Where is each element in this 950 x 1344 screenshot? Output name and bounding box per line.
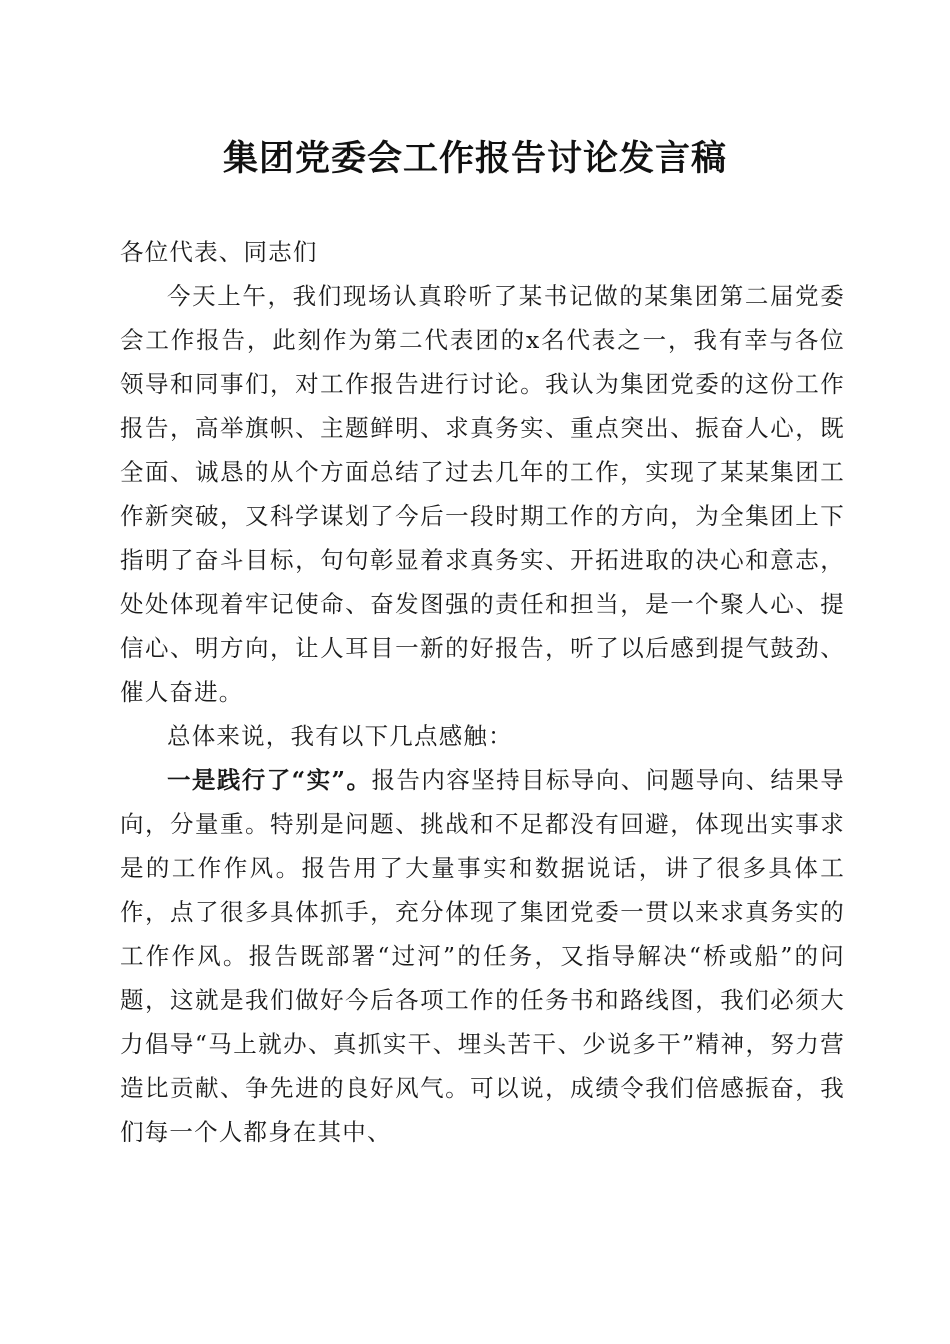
paragraph-intro: 今天上午，我们现场认真聆听了某书记做的某集团第二届党委会工作报告，此刻作为第二代表团的x名代表之一，我有幸与各位领导和同事们，对工作报告进行讨论。我认为集团党委的这份工作报告，高举旗帜、主题鲜明、求真务实、重点突出、振奋人心，既全面、诚恳的从个方面总结了过去几年的工作，实现了某某集团工作新突破，又科学谋划了今后一段时期工作的方向，为全集团上下指明了奋斗目标，句句彰显着求真务实、开拓进取的决心和意志，处处体现着牢记使命、奋发图强的责任和担当，是一个聚人心、提信心、明方向，让人耳目一新的好报告，听了以后感到提气鼓劲、催人奋进。 (120, 282, 845, 706)
salutation: 各位代表、同志们 (120, 238, 318, 266)
paragraph-summary: 总体来说，我有以下几点感触： (167, 722, 513, 750)
paragraph-point-one (120, 758, 845, 1154)
point-one-heading: 一是践行了“实”。 (167, 766, 372, 794)
point-one-text: 报告内容坚持目标导向、问题导向、结果导向，分量重。特别是问题、挑战和不足都没有回避，体现出实事求是的工作作风。报告用了大量事实和数据说话，讲了很多具体工作，点了很多具体抓手，充分体现了集团党委一贯以来求真务实的工作作风。报告既部署“过河”的任务，又指导解决“桥或船”的问题，这就是我们做好今后各项工作的任务书和路线图，我们必须大力倡导“马上就办、真抓实干、埋头苦干、少说多干”精神，努力营造比贡献、争先进的良好风气。可以说，成绩令我们倍感振奋，我们每一个人都身在其中、 (120, 766, 845, 1146)
document-body (120, 230, 845, 1154)
document-title: 集团党委会工作报告讨论发言稿 (222, 138, 727, 179)
